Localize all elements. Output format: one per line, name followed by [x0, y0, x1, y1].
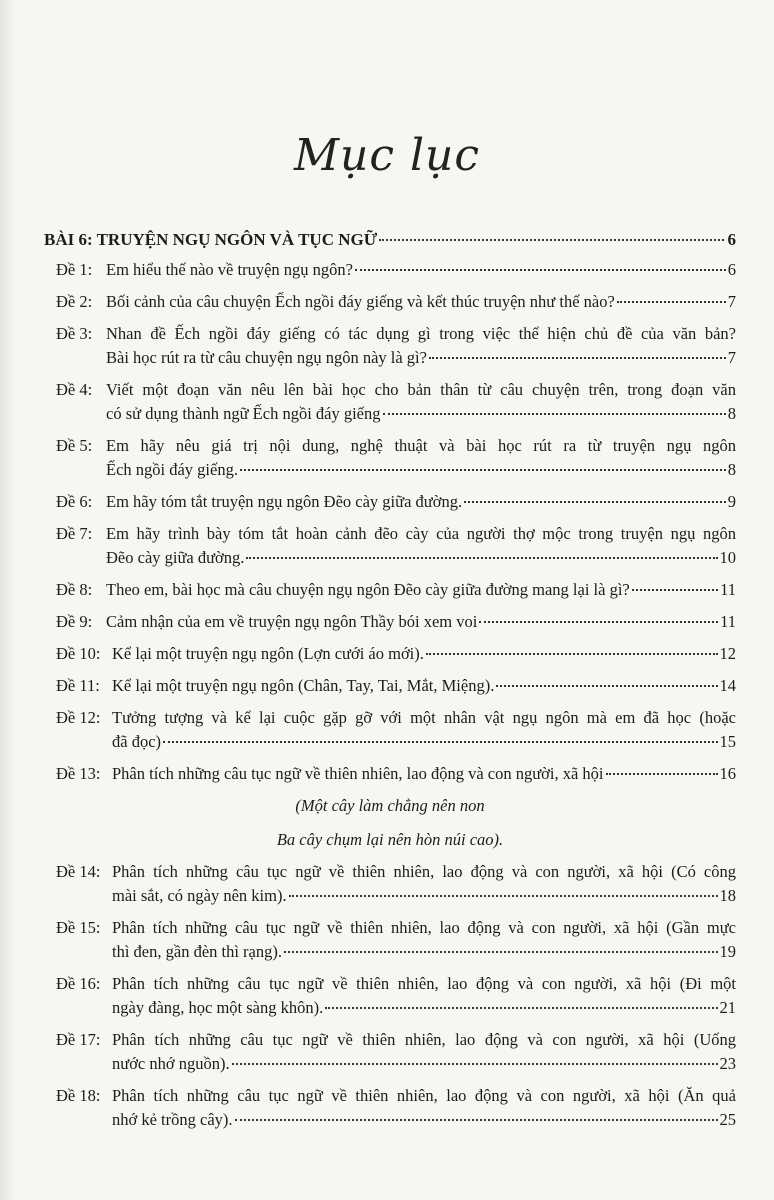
- entry-text-line: Phân tích những câu tục ngữ về thiên nhiên, lao động và con người, xã hội (Ăn quả: [112, 1086, 736, 1105]
- entry-page-number: 19: [719, 942, 736, 961]
- entry-text-line: Bối cảnh của câu chuyện Ếch ngồi đáy giếng và kết thúc truyện như thế nào?: [106, 292, 615, 311]
- entry-number: Đề 5:: [56, 436, 93, 455]
- dot-leader: [289, 895, 718, 897]
- dot-leader: [355, 269, 726, 271]
- dot-leader: [235, 1119, 718, 1121]
- entry-text-line: Viết một đoạn văn nêu lên bài học cho bản thân từ câu chuyện trên, trong đoạn văn: [106, 380, 736, 399]
- entry-number: Đề 12:: [56, 708, 101, 727]
- entry-text-line: ngày đàng, học một sàng khôn).: [112, 998, 324, 1017]
- entry-page-number: 15: [719, 732, 736, 751]
- toc-entry: [44, 972, 736, 1020]
- entry-text-line: đã đọc): [112, 732, 162, 751]
- entry-body: [106, 258, 736, 282]
- dot-leader: [383, 413, 726, 415]
- entry-number: Đề 1:: [56, 260, 93, 279]
- entry-text-line: Phân tích những câu tục ngữ về thiên nhiên, lao động và con người, xã hội (Có công: [112, 862, 736, 881]
- entry-body: [112, 916, 736, 964]
- entry-text-line: nhớ kẻ trồng cây).: [112, 1110, 233, 1129]
- entry-text-line: Tưởng tượng và kể lại cuộc gặp gỡ với một nhân vật ngụ ngôn mà em đã học (hoặc: [112, 708, 736, 727]
- toc-entry: [44, 378, 736, 426]
- entry-text-line: Đẽo cày giữa đường.: [106, 548, 245, 567]
- dot-leader: [617, 301, 726, 303]
- toc-entry: [44, 674, 736, 698]
- entry-text-line: Bài học rút ra từ câu chuyện ngụ ngôn này là gì?: [106, 348, 427, 367]
- entry-body: [112, 762, 736, 786]
- entry-number: Đề 15:: [56, 918, 101, 937]
- entry-page-number: 6: [727, 260, 736, 279]
- entry-page-number: 8: [727, 460, 736, 479]
- dot-leader: [429, 357, 726, 359]
- entry-text-line: thì đen, gần đèn thì rạng).: [112, 942, 282, 961]
- entry-text-line: Phân tích những câu tục ngữ về thiên nhiên, lao động và con người, xã hội (Gần mực: [112, 918, 736, 937]
- entry-number: Đề 3:: [56, 324, 93, 343]
- dot-leader: [379, 239, 723, 241]
- page-title: Mục lục: [293, 130, 481, 181]
- entry-text-line: có sử dụng thành ngữ Ếch ngồi đáy giếng: [106, 404, 381, 423]
- entry-text-line: Ếch ngồi đáy giếng.: [106, 460, 238, 479]
- toc-entry: [44, 916, 736, 964]
- entry-number: Đề 6:: [56, 492, 93, 511]
- proverb-quote-line-2: Ba cây chụm lại nên hòn núi cao).: [276, 830, 504, 849]
- entry-text-line: Nhan đề Ếch ngồi đáy giếng có tác dụng gì trong việc thể hiện chủ đề của văn bản?: [106, 324, 736, 343]
- entry-page-number: 21: [719, 998, 736, 1017]
- entry-text-line: Kể lại một truyện ngụ ngôn (Chân, Tay, Tai, Mắt, Miệng).: [112, 676, 495, 695]
- entry-number: Đề 11:: [56, 676, 100, 695]
- proverb-quote-line-1: (Một cây làm chẳng nên non: [295, 796, 485, 815]
- entry-number: Đề 14:: [56, 862, 101, 881]
- entry-page-number: 7: [727, 348, 736, 367]
- entry-text-line: mài sắt, có ngày nên kim).: [112, 886, 287, 905]
- entry-text-line: Em hãy tóm tắt truyện ngụ ngôn Đẽo cày giữa đường.: [106, 492, 463, 511]
- entry-body: [112, 972, 736, 1020]
- toc-entry: [44, 1084, 736, 1132]
- toc-entry: [44, 610, 736, 634]
- entry-body: [112, 706, 736, 754]
- entry-page-number: 9: [727, 492, 736, 511]
- entry-text-line: Cảm nhận của em về truyện ngụ ngôn Thầy bói xem voi: [106, 612, 478, 631]
- entry-text-line: Phân tích những câu tục ngữ về thiên nhiên, lao động và con người, xã hội (Uống: [112, 1030, 736, 1049]
- entry-body: [112, 1028, 736, 1076]
- dot-leader: [232, 1063, 718, 1065]
- dot-leader: [606, 773, 718, 775]
- entry-body: [106, 434, 736, 482]
- entry-page-number: 7: [727, 292, 736, 311]
- entry-page-number: 23: [719, 1054, 736, 1073]
- entry-number: Đề 17:: [56, 1030, 101, 1049]
- entry-text-line: Theo em, bài học mà câu chuyện ngụ ngôn Đẽo cày giữa đường mang lại là gì?: [106, 580, 630, 599]
- entry-number: Đề 16:: [56, 974, 101, 993]
- entry-body: [106, 290, 736, 314]
- entry-number: Đề 13:: [56, 764, 101, 783]
- dot-leader: [426, 653, 718, 655]
- chapter-page-number: 6: [727, 230, 736, 249]
- entry-page-number: 14: [719, 676, 736, 695]
- dot-leader: [496, 685, 717, 687]
- toc-chapter-entry: [44, 228, 736, 252]
- entry-number: Đề 18:: [56, 1086, 101, 1105]
- toc-entry: [44, 434, 736, 482]
- toc-entry: [44, 860, 736, 908]
- toc-entry: [44, 578, 736, 602]
- entry-number: Đề 2:: [56, 292, 93, 311]
- dot-leader: [240, 469, 726, 471]
- entry-page-number: 18: [719, 886, 736, 905]
- toc-entry: [44, 322, 736, 370]
- dot-leader: [325, 1007, 717, 1009]
- entry-body: [106, 378, 736, 426]
- entry-body: [112, 1084, 736, 1132]
- entry-number: Đề 4:: [56, 380, 93, 399]
- entry-body: [112, 642, 736, 666]
- toc-entry: [44, 762, 736, 786]
- entry-number: Đề 8:: [56, 580, 93, 599]
- entry-number: Đề 7:: [56, 524, 93, 543]
- entry-body: [106, 522, 736, 570]
- entry-body: [112, 674, 736, 698]
- dot-leader: [163, 741, 717, 743]
- entry-body: [106, 578, 736, 602]
- entry-text-line: Em hãy trình bày tóm tắt hoàn cảnh đẽo cày của người thợ mộc trong truyện ngụ ngôn: [106, 524, 736, 543]
- table-of-contents: [44, 228, 736, 1140]
- entry-page-number: 10: [719, 548, 736, 567]
- entry-body: [106, 490, 736, 514]
- entry-text-line: Em hãy nêu giá trị nội dung, nghệ thuật và bài học rút ra từ truyện ngụ ngôn: [106, 436, 736, 455]
- entry-number: Đề 10:: [56, 644, 101, 663]
- dot-leader: [464, 501, 726, 503]
- toc-entries-list-continued: [44, 860, 736, 1132]
- dot-leader: [284, 951, 718, 953]
- toc-entry: [44, 258, 736, 282]
- entry-number: Đề 9:: [56, 612, 93, 631]
- entry-page-number: 11: [720, 612, 736, 631]
- entry-body: [112, 860, 736, 908]
- toc-entry: [44, 490, 736, 514]
- entry-page-number: 16: [719, 764, 736, 783]
- toc-entry: [44, 642, 736, 666]
- toc-entry: [44, 290, 736, 314]
- dot-leader: [246, 557, 717, 559]
- toc-entry: [44, 522, 736, 570]
- entry-text-line: Phân tích những câu tục ngữ về thiên nhiên, lao động và con người, xã hội: [112, 764, 604, 783]
- entry-text-line: Kể lại một truyện ngụ ngôn (Lợn cưới áo mới).: [112, 644, 424, 663]
- entry-page-number: 25: [719, 1110, 736, 1129]
- entry-page-number: 8: [727, 404, 736, 423]
- entry-body: [106, 610, 736, 634]
- dot-leader: [479, 621, 718, 623]
- chapter-label: BÀI 6: TRUYỆN NGỤ NGÔN VÀ TỤC NGỮ: [44, 230, 378, 249]
- toc-entry: [44, 1028, 736, 1076]
- entry-page-number: 12: [719, 644, 736, 663]
- dot-leader: [632, 589, 718, 591]
- entry-text-line: Em hiểu thế nào về truyện ngụ ngôn?: [106, 260, 353, 279]
- entry-text-line: Phân tích những câu tục ngữ về thiên nhiên, lao động và con người, xã hội (Đi một: [112, 974, 736, 993]
- entry-text-line: nước nhớ nguồn).: [112, 1054, 230, 1073]
- toc-entry: [44, 706, 736, 754]
- toc-entries-list: [44, 258, 736, 786]
- entry-page-number: 11: [720, 580, 736, 599]
- entry-body: [106, 322, 736, 370]
